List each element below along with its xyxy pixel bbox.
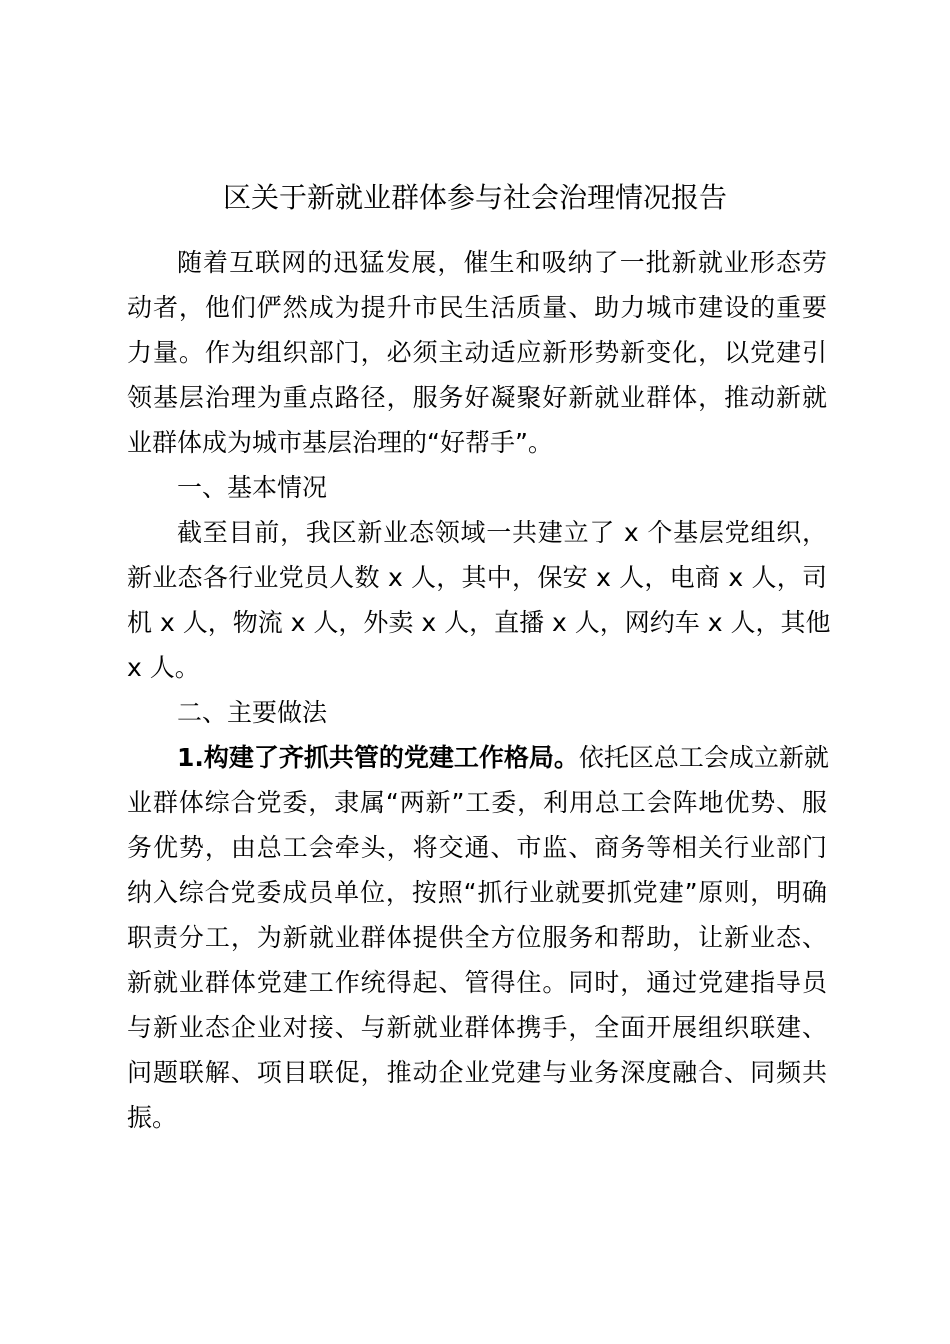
- paragraph-line: 领基层治理为重点路径，服务好凝聚好新就业群体，推动新就: [127, 383, 827, 412]
- paragraph-line: 动者，他们俨然成为提升市民生活质量、助力城市建设的重要: [127, 293, 827, 322]
- paragraph-line: 业群体综合党委，隶属“两新”工委，利用总工会阵地优势、服: [127, 788, 827, 817]
- document-title: 区关于新就业群体参与社会治理情况报告: [222, 181, 727, 214]
- paragraph-line: 新业态各行业党员人数 x 人，其中，保安 x 人，电商 x 人，司: [127, 563, 827, 592]
- paragraph-line: 与新业态企业对接、与新就业群体携手，全面开展组织联建、: [127, 1013, 827, 1042]
- paragraph-line: 振。: [127, 1103, 178, 1132]
- paragraph-line: 业群体成为城市基层治理的“好帮手”。: [127, 428, 553, 457]
- paragraph-line: [127, 735, 827, 780]
- section-heading: 二、主要做法: [177, 698, 328, 727]
- document-body: [127, 240, 831, 1140]
- paragraph-line: 纳入综合党委成员单位，按照“抓行业就要抓党建”原则，明确: [127, 878, 827, 907]
- paragraph-line: 问题联解、项目联促，推动企业党建与业务深度融合、同频共: [127, 1058, 827, 1087]
- subsection-heading: 1.构建了齐抓共管的党建工作格局。: [177, 743, 579, 772]
- paragraph-line: x 人。: [127, 653, 200, 682]
- paragraph-line: 机 x 人，物流 x 人，外卖 x 人，直播 x 人，网约车 x 人，其他: [127, 608, 831, 637]
- paragraph-line: 随着互联网的迅猛发展，催生和吸纳了一批新就业形态劳: [177, 248, 827, 277]
- section-heading: 一、基本情况: [177, 473, 328, 502]
- paragraph-text: 依托区总工会成立新就: [578, 743, 829, 772]
- paragraph-line: 截至目前，我区新业态领域一共建立了 x 个基层党组织，: [177, 518, 827, 547]
- paragraph-line: 力量。作为组织部门，必须主动适应新形势新变化，以党建引: [127, 338, 827, 367]
- paragraph-line: 务优势，由总工会牵头，将交通、市监、商务等相关行业部门: [127, 833, 827, 862]
- paragraph-line: 新就业群体党建工作统得起、管得住。同时，通过党建指导员: [127, 968, 827, 997]
- paragraph-line: 职责分工，为新就业群体提供全方位服务和帮助，让新业态、: [127, 923, 827, 952]
